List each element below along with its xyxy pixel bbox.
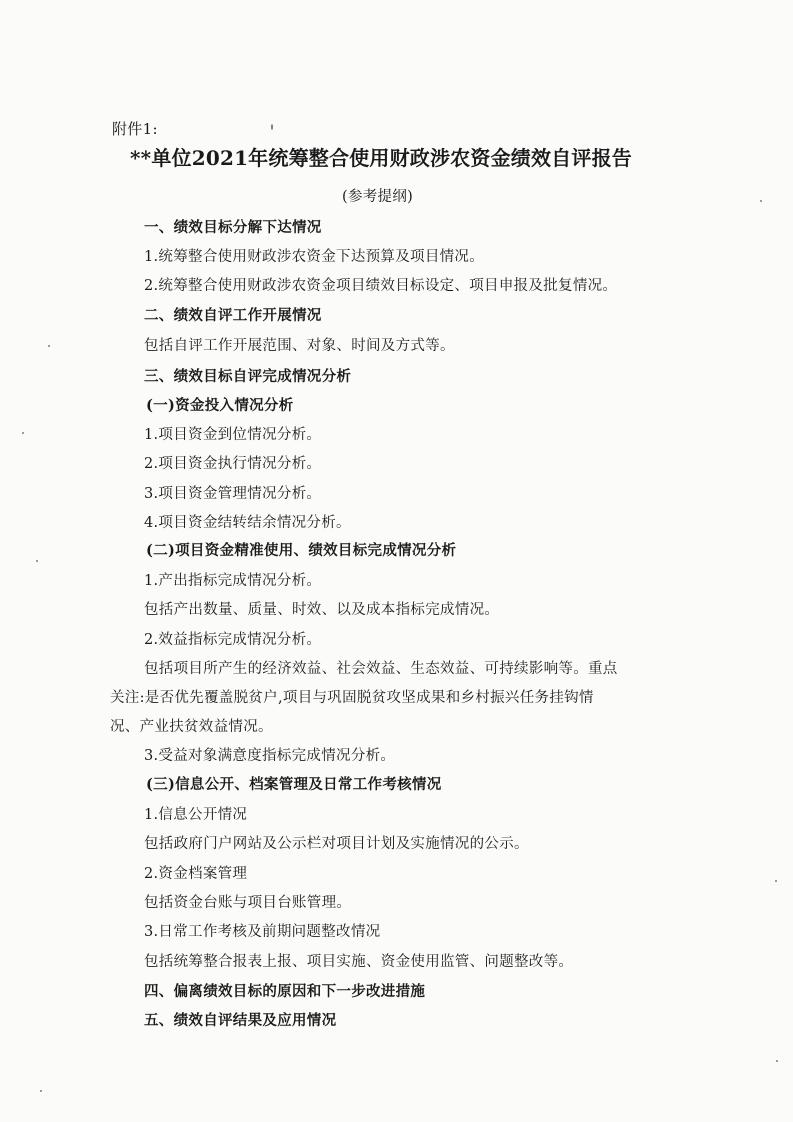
scan-speckle: [775, 880, 777, 882]
section-heading-2: 二、绩效自评工作开展情况: [144, 307, 322, 324]
scan-speckle: [22, 432, 24, 434]
subsection-3-2-item-3: 3.受益对象满意度指标完成情况分析。: [144, 748, 396, 764]
scan-speckle: [40, 1090, 42, 1092]
subsection-3-3-item-1: 1.信息公开情况: [144, 807, 248, 823]
subsection-3-2-text-2: 包括项目所产生的经济效益、社会效益、生态效益、可持续影响等。重点: [144, 661, 618, 677]
subsection-heading-3-2: (二)项目资金精准使用、绩效目标完成情况分析: [146, 542, 457, 559]
subsection-3-3-item-3: 3.日常工作考核及前期问题整改情况: [144, 924, 381, 940]
subsection-3-2-item-2: 2.效益指标完成情况分析。: [144, 632, 322, 648]
subsection-heading-3-3: (三)信息公开、档案管理及日常工作考核情况: [146, 776, 442, 793]
section-2-text: 包括自评工作开展范围、对象、时间及方式等。: [144, 338, 455, 354]
section-heading-4: 四、偏离绩效目标的原因和下一步改进措施: [144, 983, 426, 1000]
scan-speckle: [271, 124, 273, 130]
scan-speckle: [776, 1060, 778, 1062]
section-heading-1: 一、绩效目标分解下达情况: [144, 219, 322, 236]
subsection-3-3-text-3: 包括统筹整合报表上报、项目实施、资金使用监管、问题整改等。: [144, 954, 574, 970]
scan-speckle: [36, 560, 38, 562]
subsection-3-2-text-1: 包括产出数量、质量、时效、以及成本指标完成情况。: [144, 602, 500, 618]
annex-label: 附件1:: [112, 120, 158, 138]
subsection-3-3-text-2: 包括资金台账与项目台账管理。: [144, 895, 352, 911]
subsection-3-1-item-4: 4.项目资金结转结余情况分析。: [144, 515, 351, 531]
subsection-3-1-item-2: 2.项目资金执行情况分析。: [144, 456, 322, 472]
scan-speckle: [48, 345, 50, 347]
section-heading-3: 三、绩效目标自评完成情况分析: [144, 368, 352, 385]
subsection-3-2-text-2-cont-2: 况、产业扶贫效益情况。: [110, 719, 273, 735]
section-1-item-1: 1.统筹整合使用财政涉农资金下达预算及项目情况。: [144, 249, 485, 265]
section-heading-5: 五、绩效自评结果及应用情况: [144, 1012, 337, 1029]
subsection-3-1-item-3: 3.项目资金管理情况分析。: [144, 486, 322, 502]
scan-speckle: [760, 200, 762, 202]
subsection-heading-3-1: (一)资金投入情况分析: [146, 397, 294, 414]
page-title: **单位2021年统筹整合使用财政涉农资金绩效自评报告: [130, 146, 632, 170]
page-subtitle: (参考提纲): [342, 189, 414, 205]
subsection-3-2-item-1: 1.产出指标完成情况分析。: [144, 573, 322, 589]
subsection-3-3-item-2: 2.资金档案管理: [144, 866, 248, 882]
subsection-3-1-item-1: 1.项目资金到位情况分析。: [144, 427, 322, 443]
section-1-item-2: 2.统筹整合使用财政涉农资金项目绩效目标设定、项目申报及批复情况。: [144, 278, 618, 294]
subsection-3-2-text-2-cont-1: 关注:是否优先覆盖脱贫户,项目与巩固脱贫攻坚成果和乡村振兴任务挂钩情: [110, 690, 594, 706]
subsection-3-3-text-1: 包括政府门户网站及公示栏对项目计划及实施情况的公示。: [144, 836, 529, 852]
